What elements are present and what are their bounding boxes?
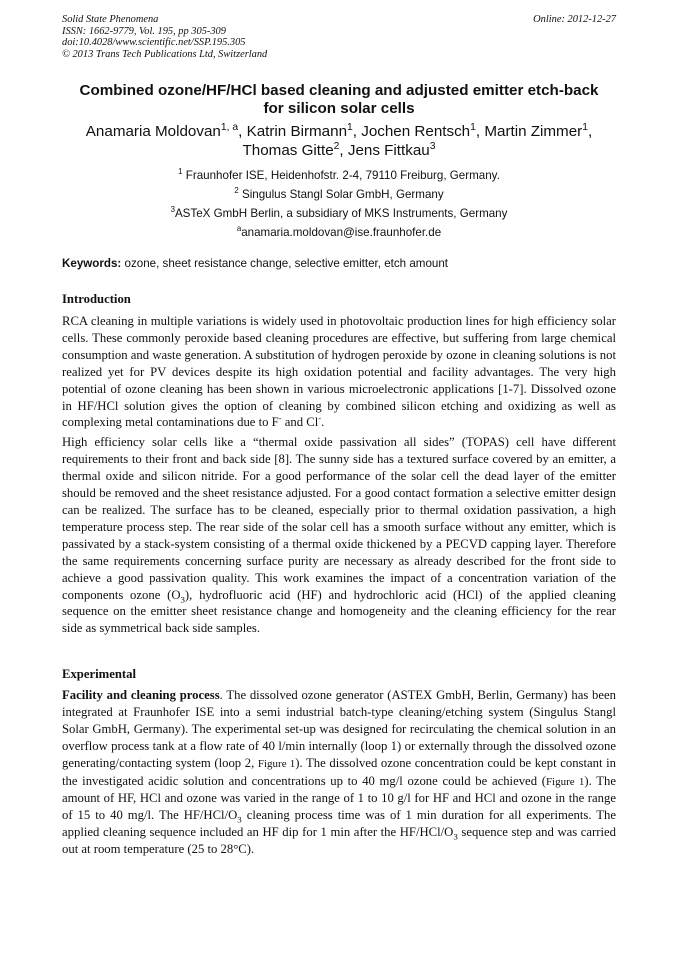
author-sep: , — [339, 142, 348, 159]
figure-ref: Figure 1 — [257, 757, 296, 770]
paragraph-lead: Facility and cleaning process — [62, 688, 220, 702]
author-affil-sup: 1, a — [220, 121, 239, 133]
subscript: 3 — [180, 594, 185, 605]
affiliation-1 — [40, 166, 638, 185]
author-line-1 — [40, 122, 638, 141]
keywords — [62, 257, 616, 271]
author-affil-sup: 1 — [582, 121, 588, 133]
paragraph-text: cleaning process time was of 1 min duration for all experiments. The applied cleaning sequence included an HF dip for 1 min after the HF/HCl/O — [62, 808, 617, 840]
affiliation-2 — [40, 185, 638, 204]
online-date: Online: 2012-12-27 — [533, 14, 616, 25]
paragraph-text: and Cl — [281, 415, 319, 430]
paragraph-text: RCA cleaning in multiple variations is widely used in photovoltaic production lines for high efficiency solar cells. These commonly peroxide based cleaning procedures are effective, but suffering from large chemical consumption and waste generation. A substitution of hydrogen peroxide by ozone in cleaning solutions is not realized yet for PV devices despite its high oxidation potential and facility advantages. The very high potential of ozone cleaning has been shown in various microelectronic applications [1-7]. Dissolved ozone in HF/HCl solution gives the option of cleaning by combined silicon etching and oxidizing as well as complexing metal contaminations due to F — [62, 314, 616, 430]
affiliation-text: Singulus Stangl Solar GmbH, Germany — [238, 188, 444, 201]
paragraph-text: ). The amount of HF, HCl and ozone was varied in the range of 1 to 10 g/l for HF and HCl and ozone in the range of 15 to 40 mg/l. The HF/HCl/O — [62, 773, 616, 823]
paragraph — [62, 434, 616, 637]
paragraph — [62, 313, 616, 431]
section-heading-introduction: Introduction — [62, 292, 131, 306]
subscript: 3 — [453, 831, 458, 842]
author-line-2 — [40, 141, 638, 160]
author-sep: , — [352, 123, 362, 140]
author-affil-sup: 1 — [470, 121, 476, 133]
affiliation-sup: 2 — [234, 186, 239, 196]
author-name: Jens Fittkau — [347, 142, 430, 159]
subscript: 3 — [237, 814, 242, 825]
keywords-text: ozone, sheet resistance change, selective emitter, etch amount — [121, 257, 449, 270]
keywords-label: Keywords: — [62, 257, 122, 270]
paragraph-text: . — [321, 415, 325, 430]
author-affil-sup: 3 — [429, 140, 436, 152]
paragraph-text: ). The dissolved ozone concentration could be kept constant in the investigated acidic solution and concentrations up to 40 mg/l ozone could be achieved ( — [62, 755, 616, 788]
paragraph-text: ), hydrofluoric acid (HF) and hydrochloric acid (HCl) of the applied cleaning sequence on the emitter sheet resistance change and homogeneity and the cleaning efficiency for the rear side as symmetrical back side samples. — [62, 587, 616, 636]
author-affil-sup: 1 — [347, 121, 353, 133]
paragraph-text: sequence step and was carried out at room temperature (25 to 28°C). — [62, 825, 616, 857]
superscript: - — [278, 413, 282, 424]
journal-header — [62, 14, 616, 60]
affiliation-sup: 1 — [178, 167, 183, 177]
experimental-body — [62, 687, 616, 858]
journal-copyright: © 2013 Trans Tech Publications Ltd, Switzerland — [62, 48, 268, 60]
superscript: - — [318, 413, 322, 424]
affiliation-3 — [40, 204, 638, 223]
paper-title — [40, 82, 638, 118]
author-sep: , — [238, 123, 247, 140]
affiliation-sup: 3 — [170, 205, 175, 215]
author-name: Thomas Gitte — [242, 142, 334, 159]
journal-issn: ISSN: 1662-9779, Vol. 195, pp 305-309 — [62, 25, 226, 37]
corresponding-email — [40, 223, 638, 242]
affiliation-list — [40, 166, 638, 242]
paragraph-text: High efficiency solar cells like a “thermal oxide passivation all sides” (TOPAS) cell have different requirements to their front and back side [8]. The sunny side has a textured surface covered by an emitter, a thermal oxide and silicon nitride. For a good performance of the solar cell the dead layer of the emitter should be removed and the sheet resistance adjusted. For a good contact formation a selective emitter design can be realized. The surface has to be cleaned, especially prior to thermal oxidation passivation, a high temperature process step. The rear side of the solar cell has a smooth surface without any emitter, which is passivated by a stack-system consisting of a thermal oxide thickened by a PECVD capping layer. Therefore the same requirements concerning surface purity are necessary as already described for the front side to achieve a good passivation quality. This work examines the impact of a concentration variation of the components ozone (O — [62, 435, 616, 602]
author-name: Martin Zimmer — [484, 123, 583, 140]
paragraph — [62, 687, 616, 858]
author-list — [40, 122, 638, 160]
paragraph-text: . The dissolved ozone generator (ASTEX GmbH, Berlin, Germany) has been integrated at Fraunhofer ISE into a semi industrial batch-type cleaning/etching system (Singulus Stangl Solar GmbH, Germany). The experimental set-up was designed for recirculating the chemical solution in an overflow process tank at a flow rate of 40 l/min internally (loop 1) or externally through the dissolved ozone generating/contacting system (loop 2, — [62, 688, 616, 770]
email-text: anamaria.moldovan@ise.fraunhofer.de — [241, 226, 442, 239]
section-heading-experimental: Experimental — [62, 667, 137, 681]
author-name: Jochen Rentsch — [361, 123, 471, 140]
author-sep: , — [587, 123, 593, 140]
author-name: Katrin Birmann — [246, 123, 348, 140]
journal-name: Solid State Phenomena — [62, 14, 159, 25]
journal-doi: doi:10.4028/www.scientific.net/SSP.195.305 — [62, 37, 246, 49]
title-line-1: Combined ozone/HF/HCl based cleaning and adjusted emitter etch-back — [79, 82, 599, 99]
affiliation-text: ASTeX GmbH Berlin, a subsidiary of MKS Instruments, Germany — [174, 207, 508, 220]
author-name: Anamaria Moldovan — [85, 123, 221, 140]
figure-ref: Figure 1 — [545, 775, 585, 788]
title-line-2: for silicon solar cells — [263, 100, 415, 117]
email-sup: a — [236, 224, 242, 234]
author-affil-sup: 2 — [333, 140, 340, 152]
affiliation-text: Fraunhofer ISE, Heidenhofstr. 2-4, 79110 Freiburg, Germany. — [182, 169, 500, 182]
introduction-body — [62, 313, 616, 637]
author-sep: , — [475, 123, 485, 140]
